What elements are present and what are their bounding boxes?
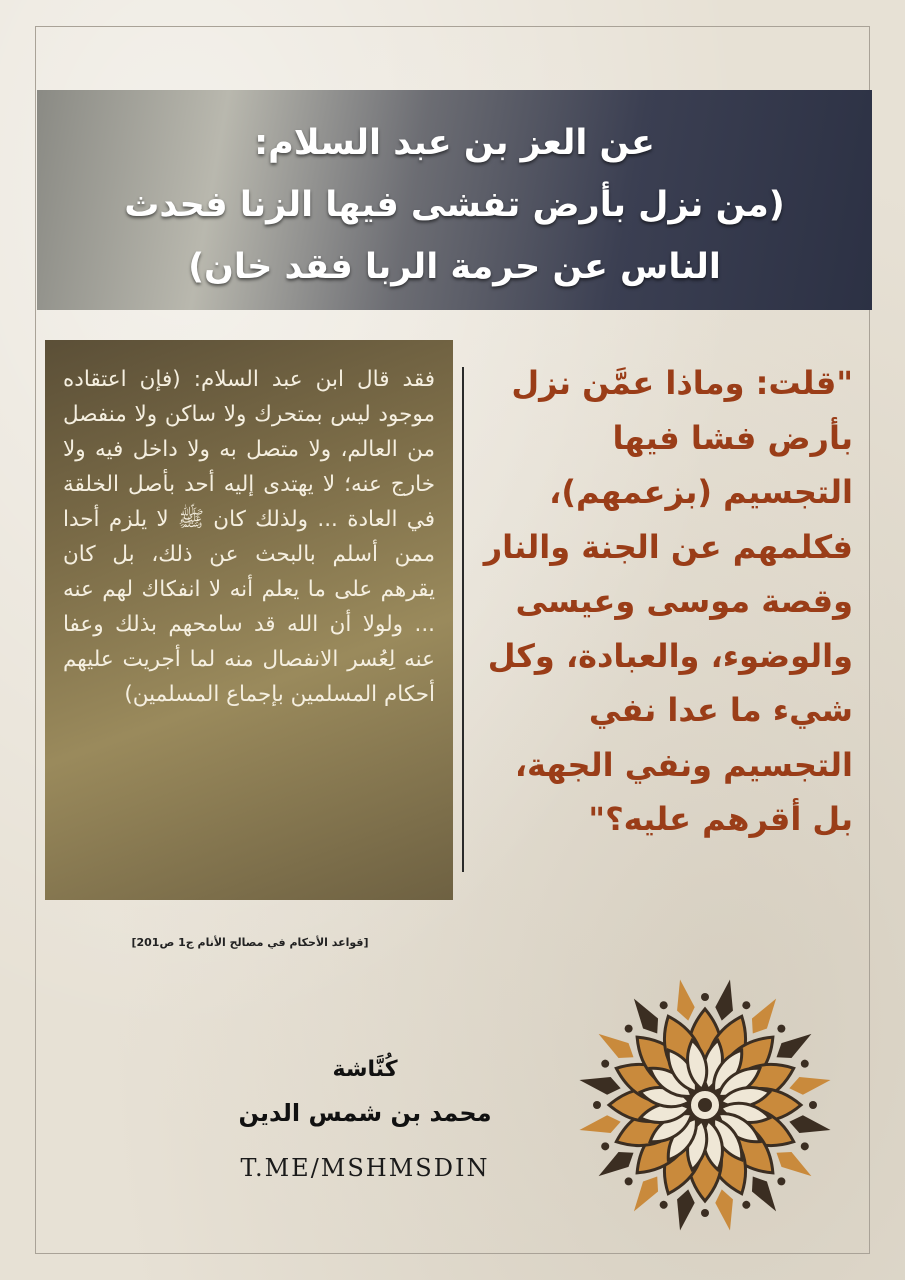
byline-label: كُنَّاشة bbox=[332, 1057, 398, 1082]
vertical-divider bbox=[462, 367, 464, 872]
mandala-ornament-icon bbox=[575, 975, 835, 1235]
header-title bbox=[77, 112, 832, 298]
author-name: محمد بن شمس الدين bbox=[238, 1099, 492, 1127]
header-title-line-3: الناس عن حرمة الربا فقد خان) bbox=[188, 247, 721, 287]
header-banner bbox=[37, 90, 872, 310]
quote-box bbox=[45, 340, 453, 900]
header-title-line-2: (من نزل بأرض تفشى فيها الزنا فحدث bbox=[124, 185, 785, 225]
quote-text: فقد قال ابن عبد السلام: (فإن اعتقاده موجود ليس بمتحرك ولا ساكن ولا منفصل من العالم، ولا متصل به ولا داخل فيه ولا خارج عنه؛ لا يهتدى إليه أحد بأصل الخلقة في العادة ... ولذلك كان ﷺ لا يلزم أحدا ممن أسلم بالبحث عن ذلك، بل كان يقرهم على ما يعلم أنه لا انفكاك لهم عنه ... ولولا أن الله قد سامحهم بذلك وعفا عنه لِعُسر الانفصال منه لما أجريت عليهم أحكام المسلمين بإجماع المسلمين) bbox=[63, 367, 435, 707]
telegram-link[interactable]: T.ME/MSHMSDIN bbox=[240, 1154, 490, 1182]
question-text: "قلت: وماذا عمَّن نزل بأرض فشا فيها التجسيم (بزعمهم)، فكلمهم عن الجنة والنار وقصة موسى وعيسى والوضوء، والعبادة، وكل شيء ما عدا نفي التجسيم ونفي الجهة، بل أقرهم عليه؟" bbox=[483, 364, 853, 838]
byline bbox=[205, 1050, 525, 1182]
header-title-line-1: عن العز بن عبد السلام: bbox=[254, 123, 655, 163]
source-citation: [قواعد الأحكام في مصالح الأنام ج1 ص201] bbox=[131, 936, 369, 949]
